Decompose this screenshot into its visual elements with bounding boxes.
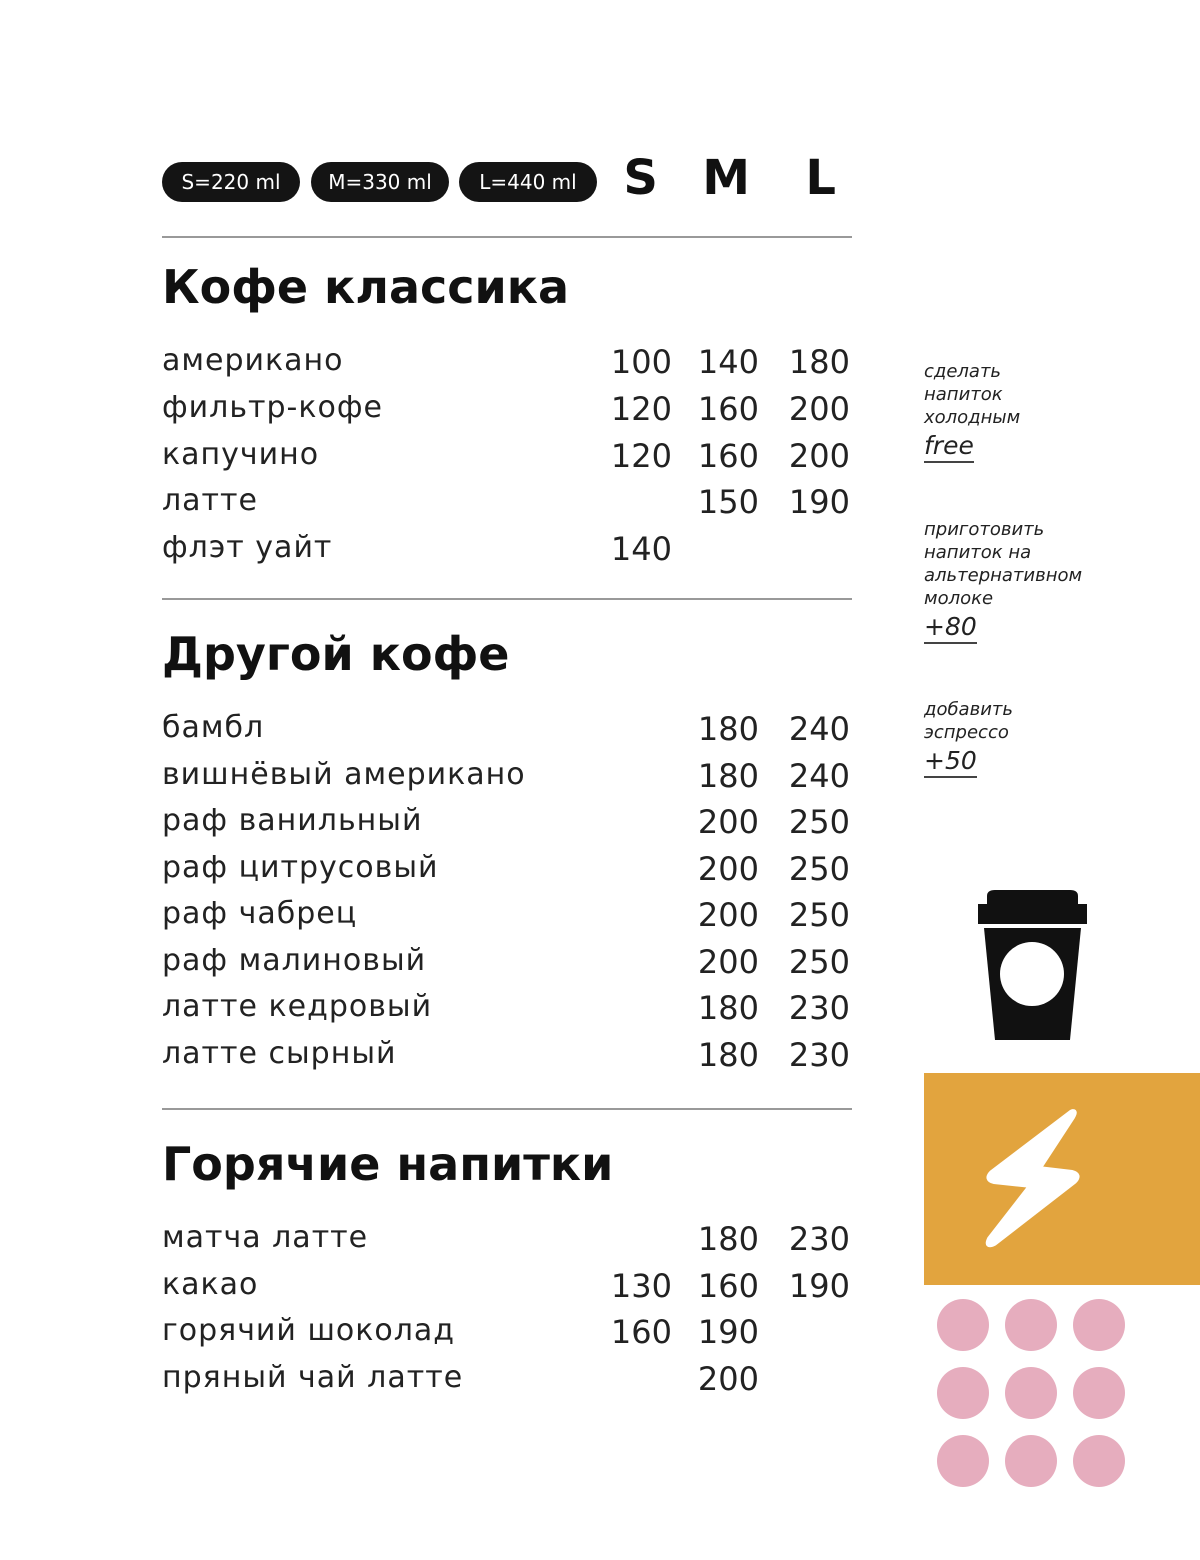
note-line: приготовить (924, 519, 1045, 540)
size-pill-m: M=330 ml (311, 162, 449, 202)
price-s: 100 (610, 343, 672, 381)
item-name: капучино (162, 437, 320, 472)
price-m: 200 (697, 850, 759, 888)
note-line: альтернативном (924, 565, 1083, 586)
decor-dot (1073, 1435, 1125, 1487)
decor-dot (1005, 1435, 1057, 1487)
note-extra-espresso (924, 698, 1184, 778)
price-m: 200 (697, 803, 759, 841)
price-m: 160 (697, 1267, 759, 1305)
price-l: 250 (788, 803, 850, 841)
price-s: 160 (610, 1313, 672, 1351)
price-m: 200 (697, 943, 759, 981)
note-price: +80 (924, 612, 977, 644)
price-l: 190 (788, 1267, 850, 1305)
price-s: 120 (610, 390, 672, 428)
size-header-l: L (805, 150, 836, 206)
menu-item (162, 437, 852, 481)
section-title-hot-drinks: Горячие напитки (162, 1137, 614, 1191)
price-l: 230 (788, 1036, 850, 1074)
size-header-s: S (623, 150, 658, 206)
price-m: 140 (697, 343, 759, 381)
decor-dot (937, 1435, 989, 1487)
menu-item (162, 1267, 852, 1311)
menu-item (162, 1360, 852, 1404)
price-l: 240 (788, 710, 850, 748)
price-s: 120 (610, 437, 672, 475)
price-l: 230 (788, 1220, 850, 1258)
price-s: 140 (610, 530, 672, 568)
menu-item (162, 803, 852, 847)
size-header-m: M (702, 150, 750, 206)
price-s: 130 (610, 1267, 672, 1305)
divider (162, 236, 852, 238)
note-alt-milk (924, 518, 1184, 644)
item-name: раф цитрусовый (162, 850, 439, 885)
note-iced (924, 360, 1184, 463)
item-name: латте сырный (162, 1036, 397, 1071)
menu-item (162, 989, 852, 1033)
lightning-bolt-icon (924, 1073, 1200, 1285)
price-m: 150 (697, 483, 759, 521)
accent-block (924, 1073, 1200, 1285)
item-name: бамбл (162, 710, 265, 745)
price-m: 180 (697, 757, 759, 795)
size-pill-l: L=440 ml (459, 162, 597, 202)
note-line: сделать (924, 361, 1002, 382)
item-name: горячий шоколад (162, 1313, 456, 1348)
note-line: эспрессо (924, 722, 1009, 743)
price-l: 250 (788, 850, 850, 888)
price-m: 180 (697, 1220, 759, 1258)
note-line: холодным (924, 407, 1021, 428)
item-name: раф чабрец (162, 896, 358, 931)
price-l: 230 (788, 989, 850, 1027)
note-line: добавить (924, 699, 1013, 720)
coffee-cup-icon (975, 890, 1090, 1042)
decor-dot (937, 1367, 989, 1419)
menu-item (162, 1220, 852, 1264)
decor-dot (1005, 1367, 1057, 1419)
item-name: какао (162, 1267, 259, 1302)
price-m: 180 (697, 989, 759, 1027)
price-l: 250 (788, 943, 850, 981)
section-title-classic-coffee: Кофе классика (162, 260, 570, 314)
item-name: латте (162, 483, 258, 518)
price-l: 250 (788, 896, 850, 934)
item-name: американо (162, 343, 344, 378)
menu-item (162, 896, 852, 940)
item-name: фильтр-кофе (162, 390, 383, 425)
price-m: 180 (697, 710, 759, 748)
price-l: 200 (788, 390, 850, 428)
section-title-other-coffee: Другой кофе (162, 627, 510, 681)
menu-item (162, 710, 852, 754)
item-name: латте кедровый (162, 989, 433, 1024)
price-m: 200 (697, 1360, 759, 1398)
note-line: напиток (924, 384, 1003, 405)
note-price: +50 (924, 746, 977, 778)
size-pill-s: S=220 ml (162, 162, 300, 202)
price-m: 190 (697, 1313, 759, 1351)
price-m: 180 (697, 1036, 759, 1074)
decor-dot (1005, 1299, 1057, 1351)
item-name: вишнёвый американо (162, 757, 526, 792)
item-name: раф малиновый (162, 943, 427, 978)
menu-item (162, 943, 852, 987)
menu-item (162, 1313, 852, 1357)
item-name: пряный чай латте (162, 1360, 464, 1395)
decor-dot (1073, 1367, 1125, 1419)
price-l: 180 (788, 343, 850, 381)
note-line: молоке (924, 588, 994, 609)
price-l: 200 (788, 437, 850, 475)
price-l: 190 (788, 483, 850, 521)
decor-dot (1073, 1299, 1125, 1351)
item-name: раф ванильный (162, 803, 423, 838)
item-name: матча латте (162, 1220, 369, 1255)
menu-item (162, 343, 852, 387)
divider (162, 598, 852, 600)
price-l: 240 (788, 757, 850, 795)
divider (162, 1108, 852, 1110)
menu-item (162, 390, 852, 434)
price-m: 160 (697, 437, 759, 475)
note-line: напиток на (924, 542, 1032, 563)
decor-dot (937, 1299, 989, 1351)
menu-item (162, 483, 852, 527)
price-m: 200 (697, 896, 759, 934)
note-price: free (924, 431, 974, 463)
menu-item (162, 757, 852, 801)
menu-item (162, 530, 852, 574)
price-m: 160 (697, 390, 759, 428)
menu-item (162, 850, 852, 894)
menu-item (162, 1036, 852, 1080)
item-name: флэт уайт (162, 530, 333, 565)
